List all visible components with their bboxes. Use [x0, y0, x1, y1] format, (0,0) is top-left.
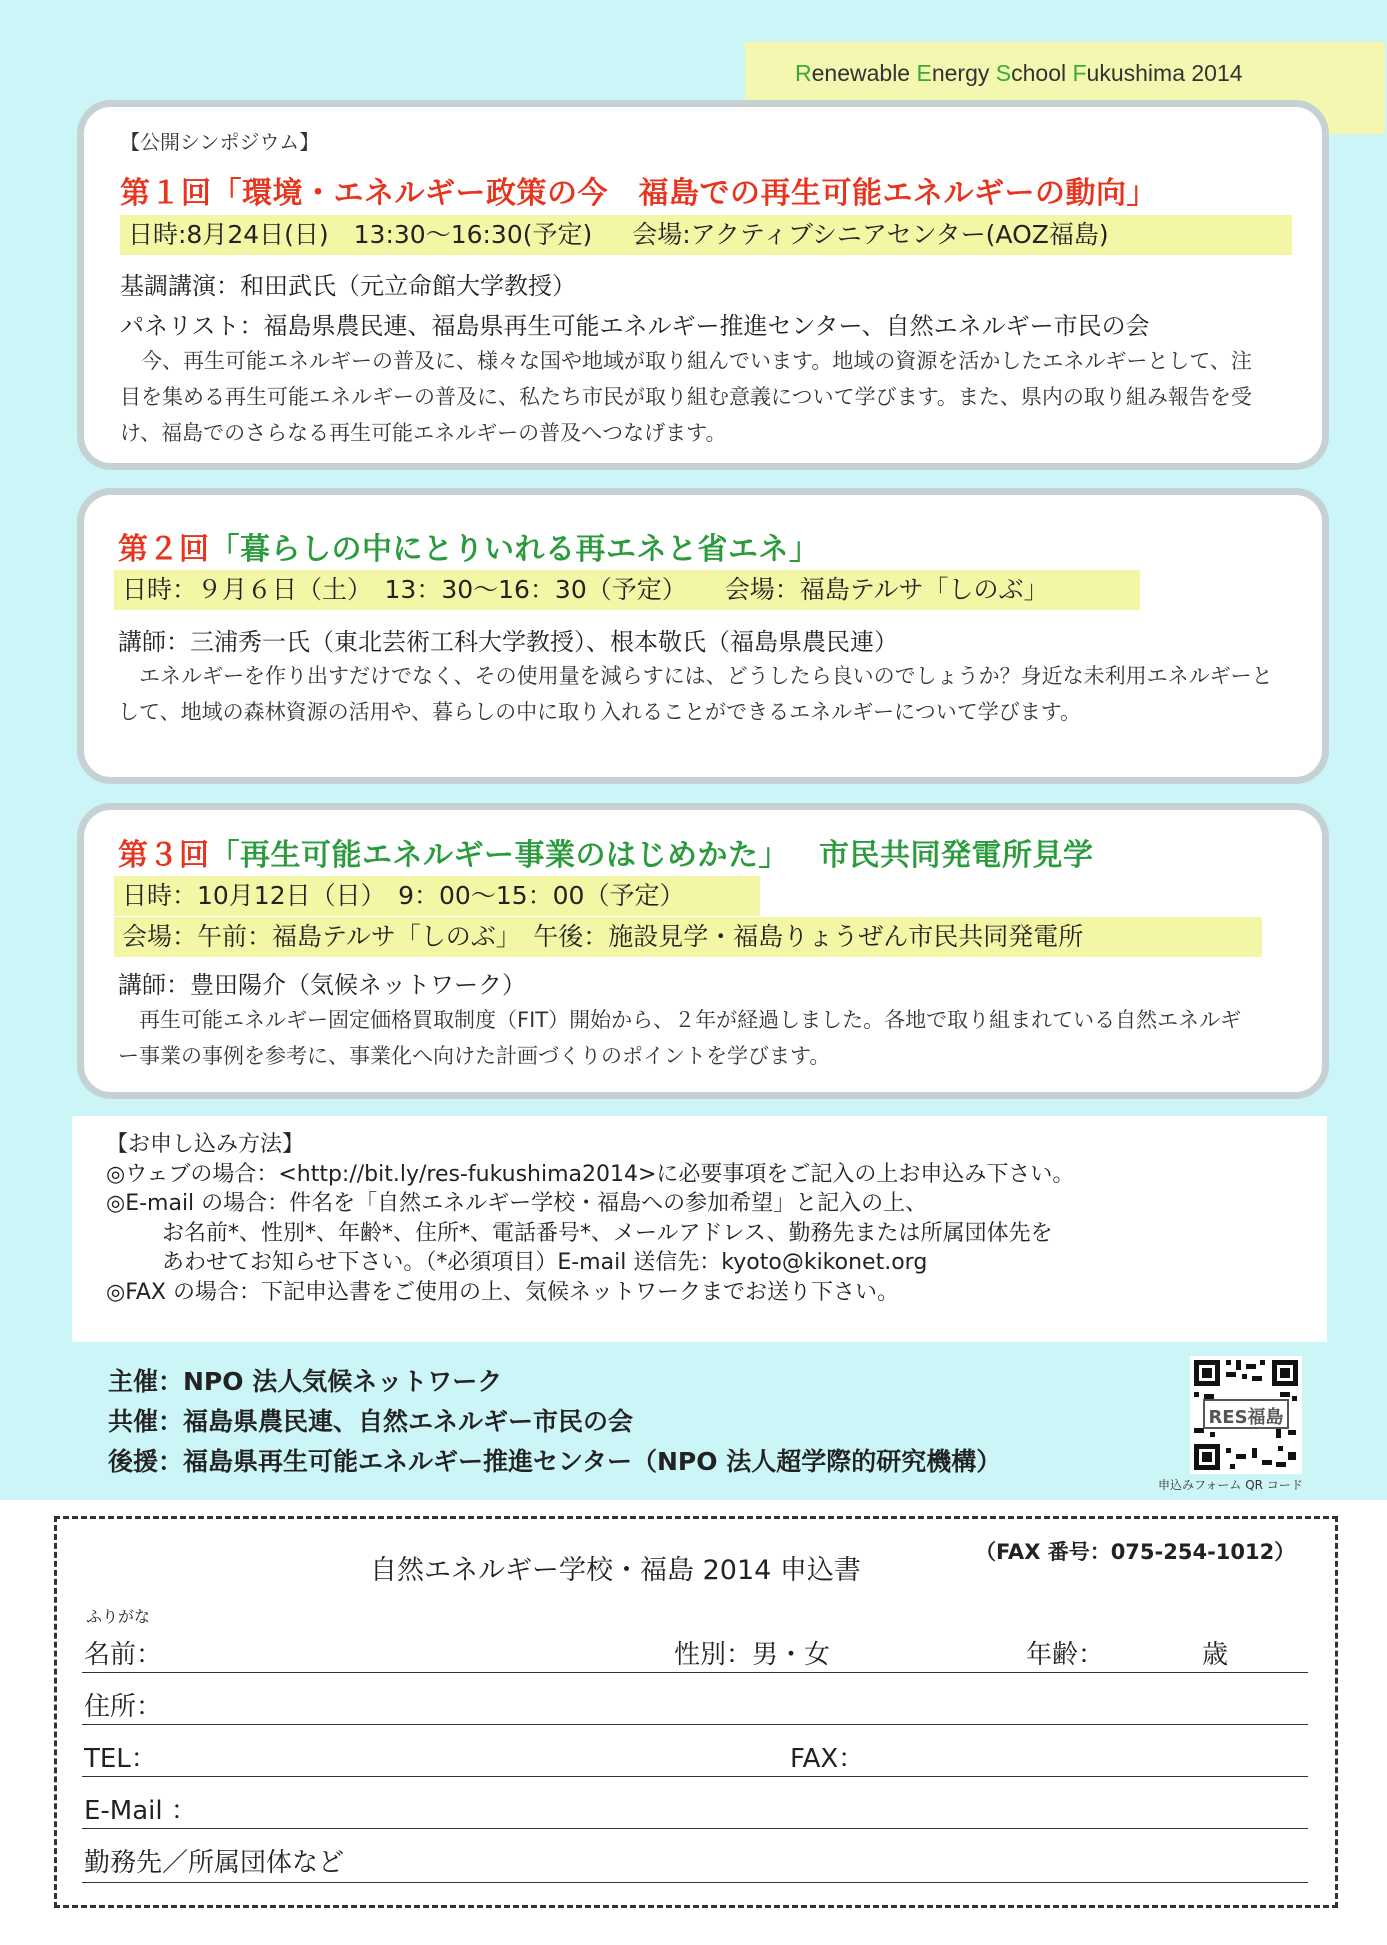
form-rule-email: [82, 1828, 1308, 1829]
session1-datetime: 日時:8月24日(日) 13:30～16:30(予定): [128, 220, 593, 249]
address-label: 住所：: [84, 1692, 163, 1722]
header-word-renewable: enewable: [811, 60, 917, 86]
age-label: 年齢：: [1026, 1640, 1105, 1670]
fax-label: FAX：: [790, 1744, 865, 1774]
form-rule-tel: [82, 1776, 1308, 1777]
session1-panelists: パネリスト：福島県農民連、福島県再生可能エネルギー推進センター、自然エネルギー市民の会: [120, 312, 1150, 340]
session1-tag: 【公開シンポジウム】: [120, 130, 320, 154]
qr-label: RES福島: [1208, 1407, 1284, 1428]
session2-number: 第２回: [118, 532, 210, 567]
gender-label[interactable]: 性別：男・女: [674, 1640, 831, 1670]
header-initial-r: R: [795, 60, 812, 86]
session3-description: 再生可能エネルギー固定価格買取制度（FIT）開始から、２年が経過しました。各地で取り組まれている自然エネルギー事業の事例を参考に、事業化へ向けた計画づくりのポイントを学びます。: [118, 1008, 1242, 1068]
apply-email-line1: ◎E-mail の場合：件名を「自然エネルギー学校・福島への参加希望」と記入の上、: [106, 1191, 928, 1216]
session1-title: [120, 168, 1157, 212]
qr-caption: 申込みフォーム QR コード: [1158, 1478, 1303, 1492]
form-rule-name: [82, 1672, 1308, 1673]
header-word-fukushima: ukushima 2014: [1086, 60, 1243, 86]
session3-subtitle: 市民共同発電所見学: [819, 838, 1094, 873]
session3-datetime: 日時：10月12日（日） 9：00～15：00（予定）: [114, 876, 760, 916]
organizer-host: 主催：NPO 法人気候ネットワーク: [108, 1367, 503, 1396]
form-title: 自然エネルギー学校・福島 2014 申込書: [370, 1555, 861, 1586]
fax-field[interactable]: [880, 1734, 1300, 1770]
organizer-cohost: 共催：福島県農民連、自然エネルギー市民の会: [108, 1407, 634, 1436]
apply-email-line2: お名前*、性別*、年齢*、住所*、電話番号*、メールアドレス、勤務先または所属団体先を: [162, 1220, 1053, 1246]
application-methods: [72, 1116, 1327, 1342]
apply-fax: ◎FAX の場合：下記申込書をご使用の上、気候ネットワークまでお送り下さい。: [106, 1279, 899, 1305]
furigana-label: ふりがな: [86, 1607, 151, 1626]
organizer-support: 後援：福島県再生可能エネルギー推進センター（NPO 法人超学際的研究機構）: [108, 1447, 1002, 1476]
session2-datetime: 日時：９月６日（土） 13：30～16：30（予定）: [122, 575, 687, 604]
email-label: E-Mail ：: [84, 1796, 197, 1826]
session3-title-text: 「再生可能エネルギー事業のはじめかた」: [209, 838, 789, 873]
session1-number: 第１回: [120, 176, 212, 211]
session2-title: [118, 524, 820, 568]
session1-venue: 会場:アクティブシニアセンター(AOZ福島): [632, 220, 1109, 249]
session2-description: エネルギーを作り出すだけでなく、その使用量を減らすには、どうしたら良いのでしょうか？身近な未利用エネルギーとして、地域の森林資源の活用や、暮らしの中に取り入れることができるエネルギーについて学びます。: [118, 664, 1273, 724]
tel-label: TEL：: [84, 1744, 157, 1774]
header-initial-s: S: [995, 60, 1012, 86]
session2-title-text: 「暮らしの中にとりいれる再エネと省エネ」: [209, 532, 820, 567]
header-initial-e: E: [916, 60, 932, 86]
email-field[interactable]: [210, 1786, 1300, 1822]
form-rule-workplace: [82, 1882, 1308, 1883]
address-field[interactable]: [170, 1682, 1300, 1718]
tel-field[interactable]: [170, 1734, 770, 1770]
apply-web: ◎ウェブの場合：<http://bit.ly/res-fukushima2014>に必要事項をご記入の上お申込み下さい。: [106, 1161, 1075, 1187]
name-field[interactable]: [170, 1630, 650, 1666]
age-field[interactable]: [1110, 1630, 1200, 1666]
age-unit: 歳: [1202, 1640, 1229, 1670]
session3-lecturer: 講師：豊田陽介（気候ネットワーク）: [118, 971, 526, 999]
session2-schedule: [114, 570, 1140, 610]
header-word-school: chool: [1011, 60, 1073, 86]
apply-email-line3: あわせてお知らせ下さい。（*必須項目）E-mail 送信先：kyoto@kikonet.org: [162, 1250, 928, 1275]
workplace-label: 勤務先／所属団体など: [84, 1848, 345, 1878]
session1-description: 今、再生可能エネルギーの普及に、様々な国や地域が取り組んでいます。地域の資源を活かしたエネルギーとして、注目を集める再生可能エネルギーの普及に、私たち市民が取り組む意義について学びます。また、県内の取り組み報告を受け、福島でのさらなる再生可能エネルギーの普及へつなげます。: [120, 349, 1252, 445]
session1-schedule: [120, 215, 1292, 255]
session2-lecturer: 講師：三浦秀一氏（東北芸術工科大学教授）、根本敬氏（福島県農民連）: [118, 628, 898, 656]
form-rule-address: [82, 1724, 1308, 1725]
session3-number: 第３回: [118, 838, 210, 873]
name-label: 名前：: [84, 1640, 163, 1670]
apply-heading: 【お申し込み方法】: [106, 1132, 305, 1157]
header-initial-f: F: [1072, 60, 1087, 86]
session3-title: [118, 830, 1094, 874]
qr-code[interactable]: [1190, 1356, 1302, 1474]
session3-venue: 会場：午前：福島テルサ「しのぶ」 午後：施設見学・福島りょうぜん市民共同発電所: [114, 917, 1262, 957]
workplace-field[interactable]: [390, 1838, 1300, 1874]
header-word-energy: nergy: [931, 60, 996, 86]
session1-keynote: 基調講演：和田武氏（元立命館大学教授）: [120, 272, 576, 300]
session1-title-text: 「環境・エネルギー政策の今 福島での再生可能エネルギーの動向」: [211, 176, 1157, 211]
session2-venue: 会場：福島テルサ「しのぶ」: [724, 575, 1049, 604]
form-fax-number: （FAX 番号：075-254-1012）: [975, 1540, 1296, 1564]
